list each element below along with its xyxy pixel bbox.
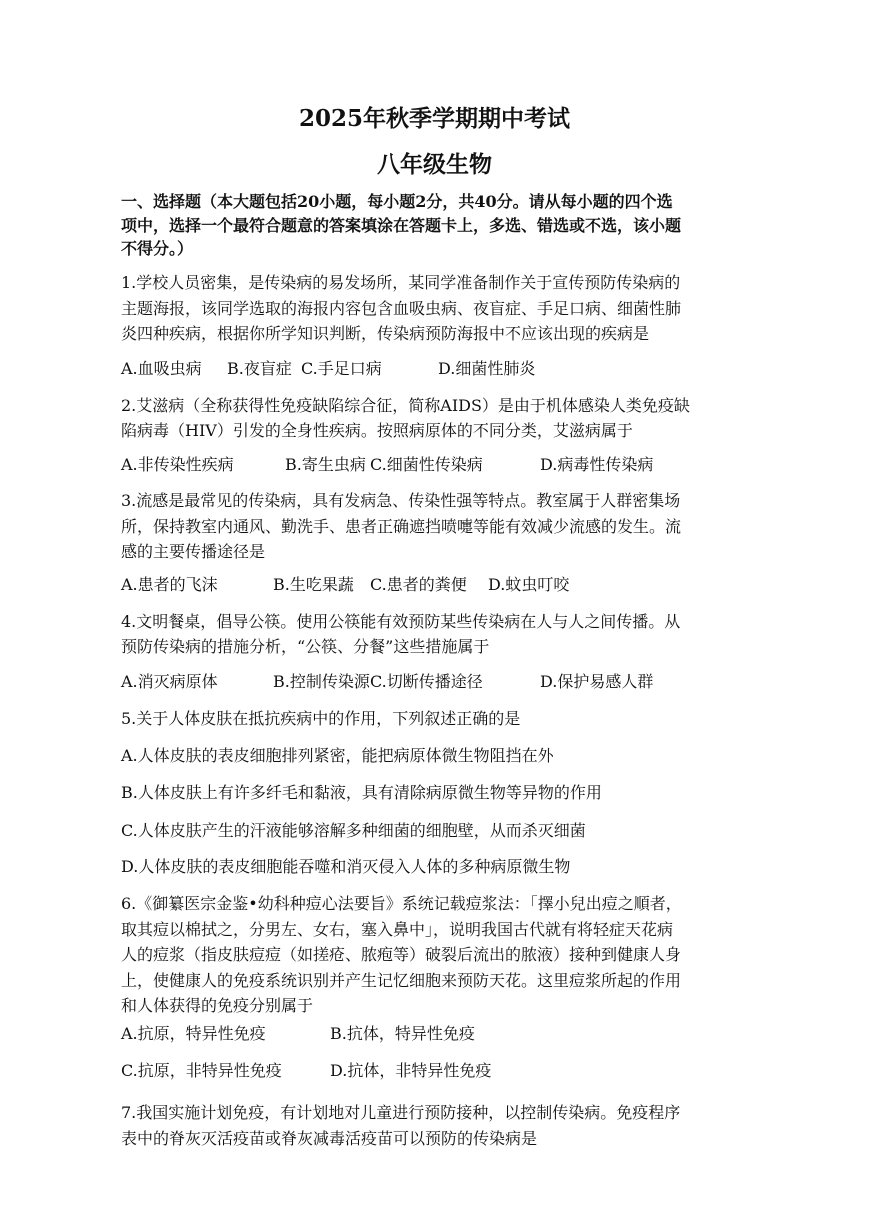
q4-option-d: D.保护易感人群 — [540, 672, 654, 691]
q4-option-c: C.切断传播途径 — [370, 672, 483, 691]
q1-stem-line-1: 1.学校人员密集，是传染病的易发场所，某同学准备制作关于宣传预防传染病的 — [121, 273, 681, 292]
q6-stem-line-5: 和人体获得的免疫分别属于 — [121, 996, 314, 1015]
q3-stem-line-3: 感的主要传播途径是 — [121, 542, 266, 561]
section-instructions-line-3: 不得分。） — [121, 239, 194, 258]
q4-stem-line-2: 预防传染病的措施分析，“公筷、分餐”这些措施属于 — [121, 637, 490, 656]
q6-option-c: C.抗原，非特异性免疫 — [121, 1061, 282, 1080]
q6-stem-line-2: 取其痘以棉拭之，分男左、女右，塞入鼻中」，说明我国古代就有将轻症天花病 — [121, 920, 674, 939]
q1-option-b: B.夜盲症 — [227, 359, 292, 378]
q6-stem-line-4: 上，使健康人的免疫系统识别并产生记忆细胞来预防天花。这里痘浆所起的作用 — [121, 971, 682, 990]
exam-title: 2025年秋季学期期中考试 — [298, 105, 570, 132]
q5-stem-line-1: 5.关于人体皮肤在抵抗疾病中的作用，下列叙述正确的是 — [121, 709, 521, 728]
q2-stem-line-1: 2.艾滋病（全称获得性免疫缺陷综合征，简称AIDS）是由于机体感染人类免疫缺 — [121, 396, 690, 415]
q1-option-a: A.血吸虫病 — [121, 359, 202, 378]
q5-option-b: B.人体皮肤上有许多纤毛和黏液，具有清除病原微生物等异物的作用 — [121, 783, 602, 802]
q4-option-a: A.消灭病原体 — [121, 672, 218, 691]
q1-stem-line-2: 主题海报，该同学选取的海报内容包含血吸虫病、夜盲症、手足口病、细菌性肺 — [121, 299, 682, 318]
q3-option-d: D.蚊虫叮咬 — [488, 575, 570, 594]
q6-option-d: D.抗体，非特异性免疫 — [330, 1061, 492, 1080]
q3-option-c: C.患者的粪便 — [370, 575, 467, 594]
q5-option-d: D.人体皮肤的表皮细胞能吞噬和消灭侵入人体的多种病原微生物 — [121, 857, 571, 876]
q5-option-c: C.人体皮肤产生的汗液能够溶解多种细菌的细胞壁，从而杀灭细菌 — [121, 821, 586, 840]
q4-stem-line-1: 4.文明餐桌，倡导公筷。使用公筷能有效预防某些传染病在人与人之间传播。从 — [121, 612, 681, 631]
q6-stem-line-3: 人的痘浆（指皮肤痘痘（如搓疮、脓疱等）破裂后流出的脓液）接种到健康人身 — [121, 945, 682, 964]
q1-option-c: C.手足口病 — [301, 359, 382, 378]
q6-option-b: B.抗体，特异性免疫 — [330, 1024, 475, 1043]
q1-stem-line-3: 炎四种疾病，根据你所学知识判断，传染病预防海报中不应该出现的疾病是 — [121, 324, 650, 343]
q4-option-b: B.控制传染源 — [273, 672, 370, 691]
q6-option-a: A.抗原，特异性免疫 — [121, 1024, 266, 1043]
q1-option-d: D.细菌性肺炎 — [438, 359, 536, 378]
exam-subtitle: 八年级生物 — [377, 151, 492, 178]
q2-option-d: D.病毒性传染病 — [540, 455, 654, 474]
q2-option-c: C.细菌性传染病 — [370, 455, 483, 474]
q3-option-b: B.生吃果蔬 — [273, 575, 354, 594]
q2-option-a: A.非传染性疾病 — [121, 455, 234, 474]
q7-stem-line-2: 表中的脊灰灭活疫苗或脊灰减毒活疫苗可以预防的传染病是 — [121, 1129, 538, 1148]
q6-stem-line-1: 6.《御纂医宗金鉴•幼科种痘心法要旨》系统记载痘浆法：「擇小兒出痘之順者， — [121, 894, 682, 913]
section-instructions-line-2: 项中，选择一个最符合题意的答案填涂在答题卡上，多选、错选或不选，该小题 — [121, 216, 682, 235]
q2-stem-line-2: 陷病毒（HIV）引发的全身性疾病。按照病原体的不同分类，艾滋病属于 — [121, 421, 633, 440]
q3-stem-line-2: 所，保持教室内通风、勤洗手、患者正确遮挡喷嚏等能有效减少流感的发生。流 — [121, 517, 682, 536]
q3-stem-line-1: 3.流感是最常见的传染病，具有发病急、传染性强等特点。教室属于人群密集场 — [121, 491, 681, 510]
q7-stem-line-1: 7.我国实施计划免疫，有计划地对儿童进行预防接种，以控制传染病。免疫程序 — [121, 1103, 681, 1122]
q3-option-a: A.患者的飞沫 — [121, 575, 218, 594]
q2-option-b: B.寄生虫病 — [285, 455, 366, 474]
q5-option-a: A.人体皮肤的表皮细胞排列紧密，能把病原体微生物阻挡在外 — [121, 746, 554, 765]
section-instructions-line-1: 一、选择题（本大题包括20小题，每小题2分，共40分。请从每小题的四个选 — [121, 192, 673, 211]
